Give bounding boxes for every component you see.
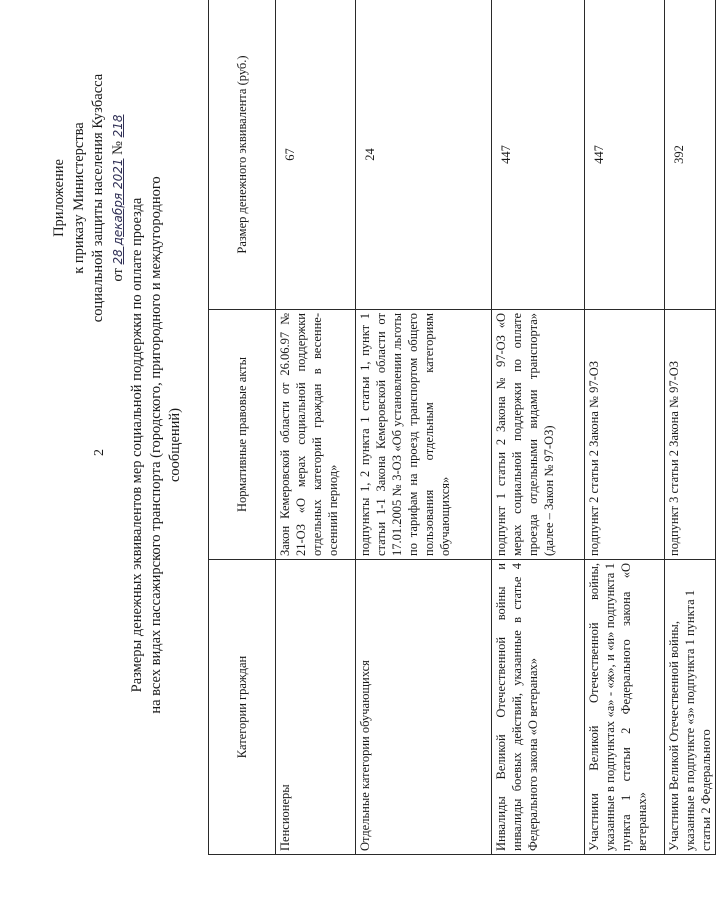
cell-acts: подпункт 2 статьи 2 Закона № 97-ОЗ (585, 310, 665, 560)
cell-category: Участники Великой Отечественной войны, указанные в подпунктах «а» - «ж», и «и» подпункта 1 пункта 1 статьи 2 Федерального закона «О ветеранах» (585, 560, 665, 855)
table-row (356, 0, 492, 855)
page-number: 2 (92, 449, 107, 456)
cell-category: Отдельные категории обучающихся (356, 560, 492, 855)
cell-amount: 447 (585, 0, 665, 310)
header-amount: Размер денежного эквивалента (руб.) (209, 0, 276, 310)
document-title (128, 175, 185, 715)
cell-amount: 67 (276, 0, 356, 310)
annex-block (50, 48, 128, 348)
annex-title: Приложение (51, 159, 67, 237)
cell-amount: 392 (665, 0, 716, 310)
table-row (665, 0, 716, 855)
cell-acts: подпункты 1, 2 пункта 1 статьи 1, пункт 1 статьи 1-1 Закона Кемеровской области от 17.01.2005 № 3-ОЗ «Об установлении льготы по тарифам на проезд транспортом общего пользования отдельным категориям обучающихся» (356, 310, 492, 560)
cell-category: Участники Великой Отечественной войны, указанные в подпункте «з» подпункта 1 пункта 1 статьи 2 Федерального (665, 560, 716, 855)
header-category: Категории граждан (209, 560, 276, 855)
annex-line-3: социальной защиты населения Кузбасса (90, 73, 107, 323)
order-date-handwritten: 28 декабря 2021 (110, 158, 125, 265)
order-prefix: от (109, 268, 126, 282)
document-title-line-2: на всех видах пассажирского транспорта (городского, пригородного и междугородного сообщений) (147, 176, 183, 714)
benefits-table (208, 0, 716, 855)
table-header-row (209, 0, 276, 855)
cell-amount: 24 (356, 0, 492, 310)
cell-category: Инвалиды Великой Отечественной войны и инвалиды боевых действий, указанные в статье 4 Федерального закона «О ветеранах» (492, 560, 585, 855)
order-number-handwritten: 218 (110, 114, 125, 138)
cell-acts: подпункт 3 статьи 2 Закона № 97-ОЗ (665, 310, 716, 560)
annex-line-2: к приказу Министерства (70, 122, 87, 274)
cell-acts: подпункт 1 статьи 2 Закона № 97-ОЗ «О мерах социальной поддержки по оплате проезда отдельными видами транспорта» (далее – Закон № 97-ОЗ) (492, 310, 585, 560)
annex-order-line (109, 48, 129, 348)
document-title-line-1: Размеры денежных эквивалентов мер социальной поддержки по оплате проезда (129, 197, 145, 693)
cell-category: Пенсионеры (276, 560, 356, 855)
header-acts: Нормативные правовые акты (209, 310, 276, 560)
cell-acts: Закон Кемеровской области от 26.06.97 № 21-ОЗ «О мерах социальной поддержки отдельных категорий граждан в весенне-осенний период» (276, 310, 356, 560)
order-number-label: № (109, 141, 126, 155)
cell-amount: 447 (492, 0, 585, 310)
table-row (585, 0, 665, 855)
table-row (492, 0, 585, 855)
table-row (276, 0, 356, 855)
